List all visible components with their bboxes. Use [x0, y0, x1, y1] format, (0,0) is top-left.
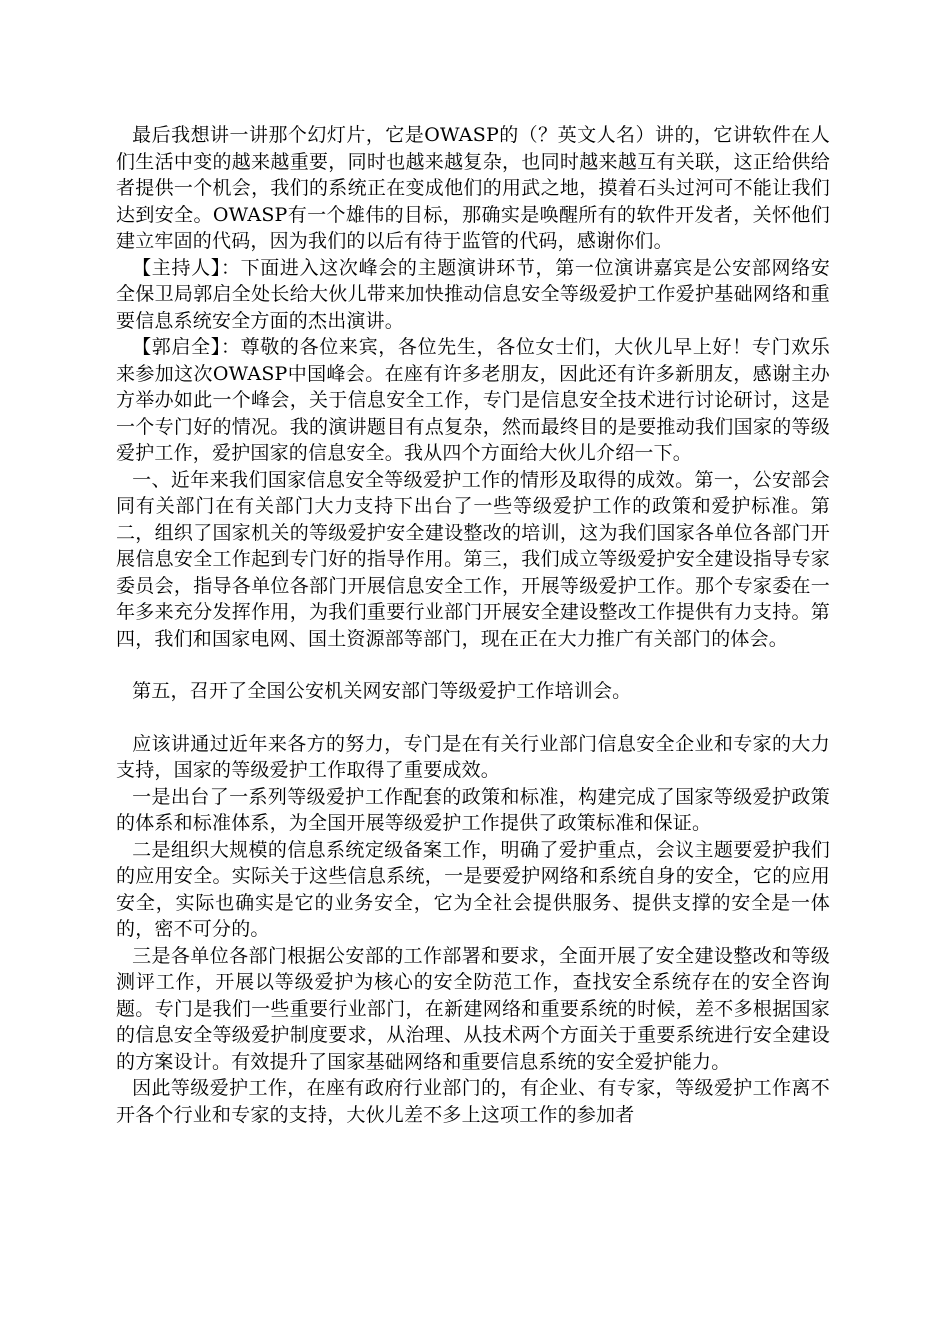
paragraph-fifth-point: 第五，召开了全国公安机关网安部门等级爱护工作培训会。: [132, 680, 632, 702]
paragraph-host-introduction: 【主持人】：下面进入这次峰会的主题演讲环节，第一位演讲嘉宾是公安部网络安全保卫局郭启全处长给大伙儿带来加快推动信息安全等级爱护工作爱护基础网络和重要信息系统安全方面的杰出演讲。: [116, 256, 830, 332]
paragraph-achievement-three: 三是各单位各部门根据公安部的工作部署和要求，全面开展了安全建设整改和等级测评工作，开展以等级爱护为核心的安全防范工作，查找安全系统存在的安全咨询题。专门是我们一些重要行业部门，在新建网络和重要系统的时候，差不多根据国家的信息安全等级爱护制度要求，从治理、从技术两个方面关于重要系统进行安全建设的方案设计。有效提升了国家基础网络和重要信息系统的安全爱护能力。: [116, 944, 830, 1073]
paragraph-participants: 因此等级爱护工作，在座有政府行业部门的，有企业、有专家，等级爱护工作离不开各个行业和专家的支持，大伙儿差不多上这项工作的参加者: [116, 1077, 830, 1126]
paragraph-section-one: 一、近年来我们国家信息安全等级爱护工作的情形及取得的成效。第一，公安部会同有关部门在有关部门大力支持下出台了一些等级爱护工作的政策和爱护标准。第二，组织了国家机关的等级爱护安全建设整改的培训，这为我们国家各单位各部门开展信息安全工作起到专门好的指导作用。第三，我们成立等级爱护安全建设指导专家委员会，指导各单位各部门开展信息安全工作，开展等级爱护工作。那个专家委在一年多来充分发挥作用，为我们重要行业部门开展安全建设整改工作提供有力支持。第四，我们和国家电网、国土资源部等部门，现在正在大力推广有关部门的体会。: [116, 468, 830, 650]
paragraph-slides-closing: 最后我想讲一讲那个幻灯片，它是OWASP的（？英文人名）讲的，它讲软件在人们生活中变的越来越重要，同时也越来越复杂，也同时越来越互有关联，这正给供给者提供一个机会，我们的系统正在变成他们的用武之地，摸着石头过河可不能让我们达到安全。OWASP有一个雄伟的目标，那确实是唤醒所有的软件开发者，关怀他们建立牢固的代码，因为我们的以后有待于监管的代码，感谢你们。: [116, 124, 830, 252]
paragraph-achievement-one: 一是出台了一系列等级爱护工作配套的政策和标准，构建完成了国家等级爱护政策的体系和标准体系，为全国开展等级爱护工作提供了政策标准和保证。: [116, 785, 830, 834]
paragraph-achievements-intro: 应该讲通过近年来各方的努力，专门是在有关行业部门信息安全企业和专家的大力支持，国家的等级爱护工作取得了重要成效。: [116, 732, 830, 781]
paragraph-achievement-two: 二是组织大规模的信息系统定级备案工作，明确了爱护重点，会议主题要爱护我们的应用安全。实际关于这些信息系统，一是要爱护网络和系统自身的安全，它的应用安全，实际也确实是它的业务安全，它为全社会提供服务、提供支撑的安全是一体的，密不可分的。: [116, 838, 830, 940]
paragraph-guo-opening: 【郭启全】：尊敬的各位来宾，各位先生，各位女士们，大伙儿早上好！专门欢乐来参加这次OWASP中国峰会。在座有许多老朋友，因此还有许多新朋友，感谢主办方举办如此一个峰会，关于信息安全工作，专门是信息安全技术进行讨论研讨，这是一个专门好的情况。我的演讲题目有点复杂，然而最终目的是要推动我们国家的等级爱护工作，爱护国家的信息安全。我从四个方面给大伙儿介绍一下。: [116, 336, 830, 464]
document-page: [116, 122, 830, 1128]
